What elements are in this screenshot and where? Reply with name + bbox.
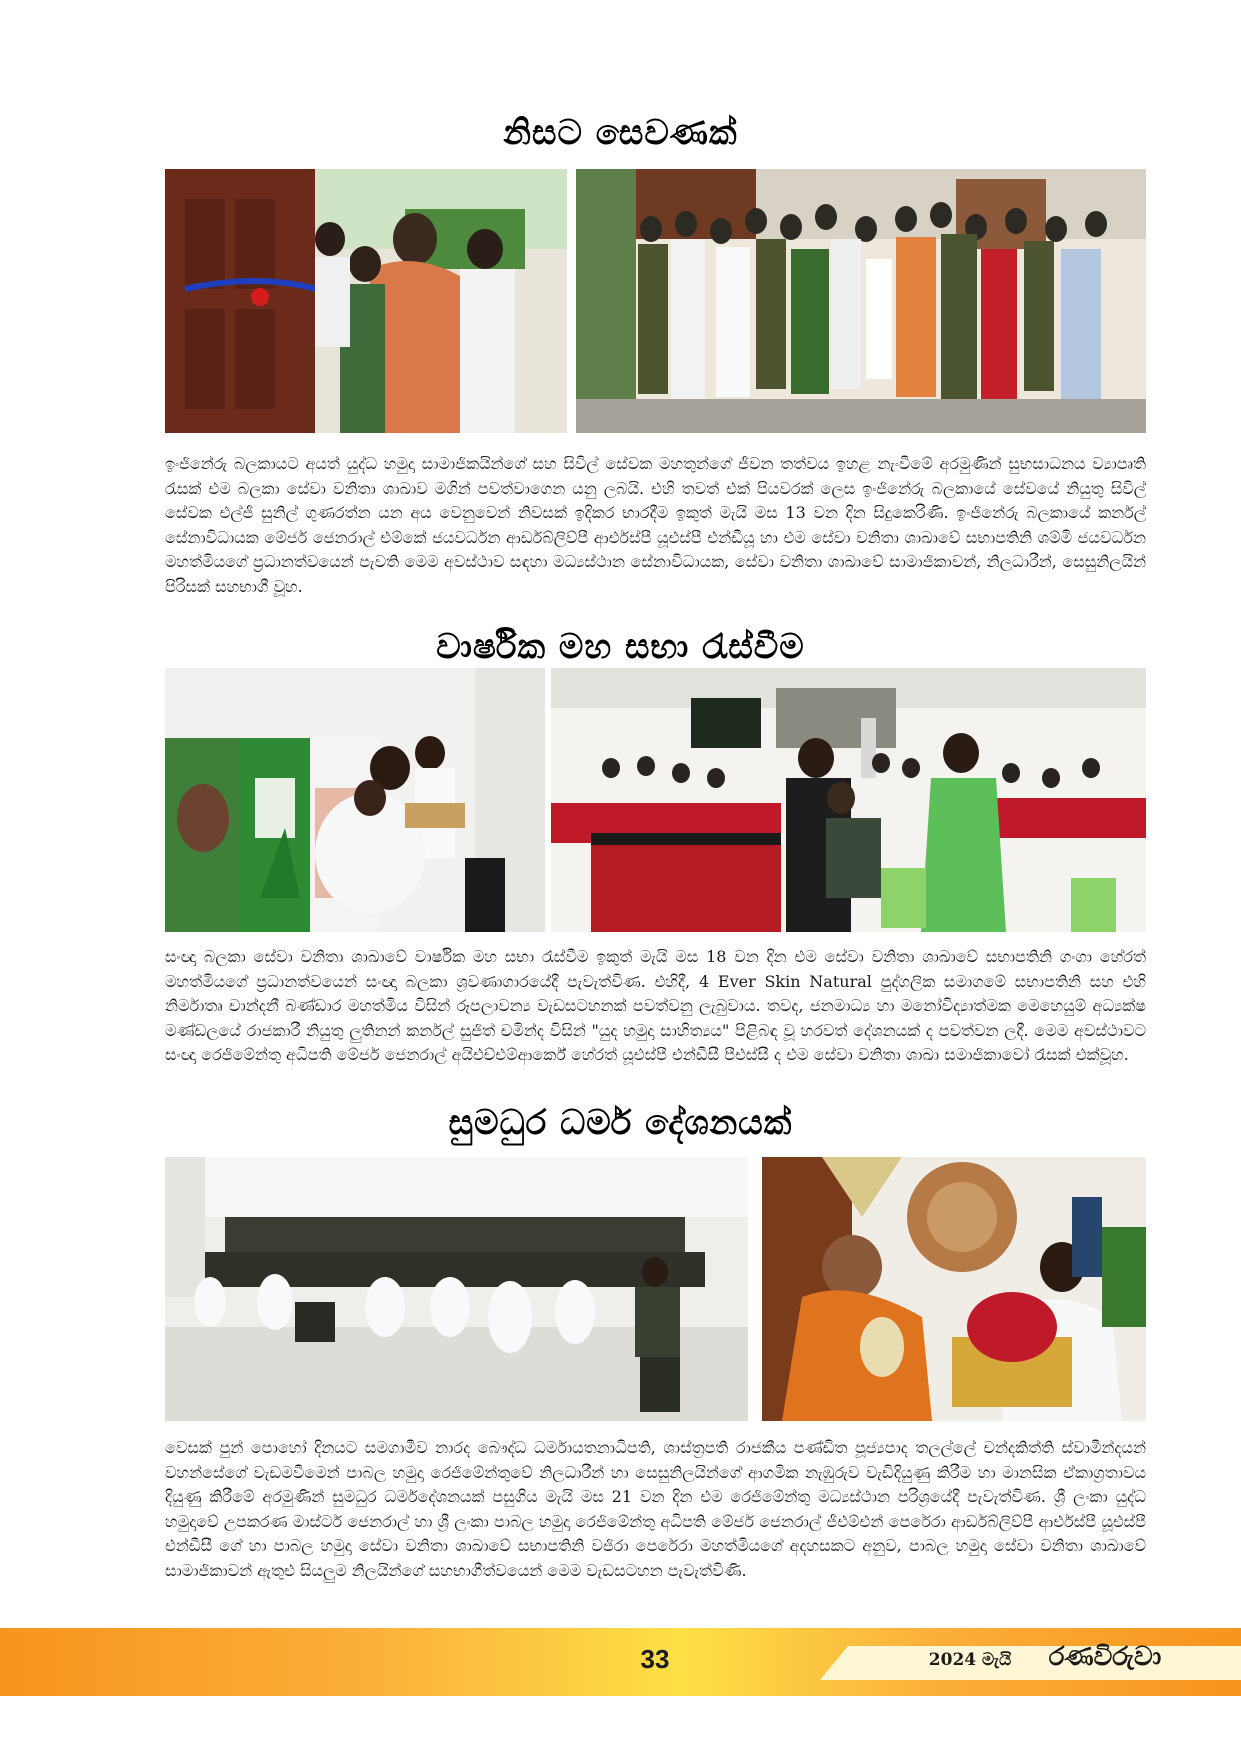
photo-ribbon-cutting	[165, 169, 567, 433]
photo-monk-sermon	[762, 1157, 1146, 1421]
section-paragraph-annual-meeting: සංඥා බලකා සේවා වනිතා ශාඛාවේ වාර්ෂික මහ සභා රැස්වීම ඉකුත් මැයි මස 18 වන දින එම සේවා වනිතා ශාඛාවේ සභාපතිනි ගංගා හේරත් මහත්මියගේ ප්‍රධානත්වයෙන් සංඥා බලකා ශ්‍රවණාගාරයේදී පැවැත්විණ. එහිදී, 4 Ever Skin Natural පුද්ගලික සමාගමේ සභාපතිනි සහ එහි නිර්මාතෘ චාන්දනී බණ්ඩාර මහත්මිය විසින් රූපලාවන්‍ය වැඩසටහනක් පවත්වනු ලැබුවාය. තවද, ජනමාධ්‍ය හා මනෝවිද්‍යාත්මක මෙහෙයුම් අධ්‍යක්ෂ මණ්ඩලයේ රාජකාරී නියුතු ලුතිනන් කර්නල් සුජිත් චමින්ද විසින් "යුද හමුදා සාහිත්‍යය" පිළිබඳ වූ හරවත් දේශනයක් ද පවත්වන ලදී. මෙම අවස්ථාවට සංඥා රෙජිමේන්තු අධිපති මේජර් ජෙනරාල් අයිඑච්එම්ආර්කේ හේරත් යූඑස්පී එන්ඩීසී පීඑස්සී ද එම සේවා වනිතා ශාඛා සමාජිකාවෝ රැසක් එක්වූහ.	[165, 947, 1146, 1064]
section-paragraph-dharma-sermon: වෙසක් පුන් පොහෝ දිනයට සමගාමීව නාරද බෞද්ධ ධර්මායතනාධිපති, ශාස්ත්‍රපති රාජකීය පණ්ඩිත පූජ්‍යපාද තලල්ලේ චන්දකිත්ති ස්වාමීන්දයන් වහන්සේගේ වැඩමවීමෙන් පාබල හමුදා රෙජිමේන්තුවේ නිලධාරීන් හා සෙසුනිලයින්ගේ ආගමික නැඹුරුව වැඩිදියුණු කිරීම හා මානසික ඒකාග්‍රතාවය දියුණු කිරීමේ අරමුණින් සුමධුර ධර්මදේශනයක් පසුගිය මැයි මස 21 වන දින එම රෙජිමේන්තු මධ්‍යස්ථාන පරිශ්‍රයේදී පැවැත්විණ. ශ්‍රී ලංකා යුද්ධ හමුදාවේ උපකරණ මාස්ටර් ජෙනරාල් හා ශ්‍රී ලංකා පාබල හමුදා රෙජිමේන්තු අධිපති මේජර් ජෙනරාල් ජීඑම්එන් පෙරේරා ආර්ඩබ්ලිව්පී ආර්එස්පී යූඑස්පී එන්ඩීසී ගේ හා පාබල හමුදා සේවා වනිතා ශාඛාවේ සභාපතිනි වජිරා පෙරේරා මහත්මියගේ අදහසකට අනුව, පාබල හමුදා සේවා වනිතා ශාඛාවේ සාමාජිකාවන් ඇතුළු සියලුම නිලයින්ගේ සහභාගීත්වයෙන් මෙම වැඩසටහන පැවැත්විණි.	[165, 1438, 1146, 1580]
section-paragraph-house-handover: ඉංජිනේරු බලකායට අයත් යුද්ධ හමුදා සාමාජිකයින්ගේ සහ සිවිල් සේවක මහතුන්ගේ ජීවන තත්වය ඉහළ නැංවීමේ අරමුණින් සුභසාධනය ව්‍යාපෘති රැසක් එම බලකා සේවා වනිතා ශාඛාව මගින් පවත්වාගෙන යනු ලබයි. එහි තවත් එක් පියවරක් ලෙස ඉංජිනේරු බලකායේ සේවයේ නියුතු සිවිල් සේවක එල්ජී සුනිල් ගුණරත්න යන අය වෙනුවෙන් නිවසක් ඉදිකර භාරදීම ඉකුත් මැයි මස 13 වන දින සිදුකෙරිණි. ඉංජිනේරු බලකායේ කර්නල් සේනාවිධායක මේජර් ජෙනරාල් එම්කේ ජයවර්ධන ආර්ඩබ්ලිව්පී ආර්එස්පී යූඑස්පී එන්ඩීයූ හා එම සේවා වනිතා ශාඛාවේ සභාපතිනි ශම්මි ජයවර්ධන මහත්මියගේ ප්‍රධානත්වයෙන් පැවති මෙම අවස්ථාව සඳහා මධ්‍යස්ථාන සේනාවිධායක, සේවා වනිතා ශාඛාවේ සාමාජිකාවන්, නිලධාරීන්, සෙසුනිලයින් පිරිසක් සහභාගී වූහ.	[165, 454, 1146, 596]
section-heading-house-handover: නිසට සෙවණක්	[503, 113, 738, 153]
magazine-name-logo: රණවිරුවා	[1048, 1642, 1162, 1672]
page-number: 33	[640, 1644, 670, 1674]
issue-date: 2024 මැයි	[928, 1650, 1012, 1670]
section-heading-annual-meeting: වාර්ෂික මහ සභා රැස්වීම	[436, 627, 805, 667]
photo-beauty-demo	[165, 668, 545, 932]
photo-meeting-hall	[551, 668, 1146, 932]
section-heading-dharma-sermon: සුමධුර ධර්ම දේශනයක්	[448, 1103, 793, 1143]
photo-auditorium-audience	[165, 1157, 748, 1421]
photo-group-at-house	[576, 169, 1146, 433]
